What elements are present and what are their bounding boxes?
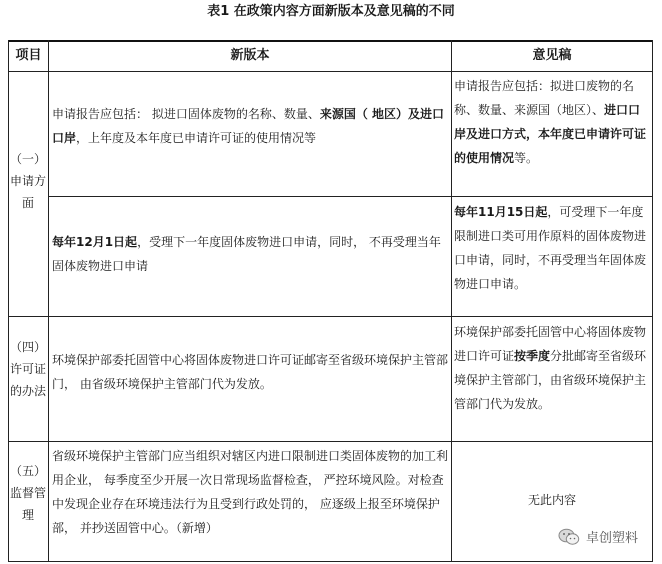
apply-date-draft-content [454, 200, 650, 296]
apply-date-new-text: ，受理下一年度固体废物进口申请，同时， 不再受理当年固体废物进口申请 [52, 235, 441, 273]
watermark [556, 527, 640, 546]
apply-draft-text-1: 申请报告应包括：拟进口废物的名称、数量、来源国（地区）、 [454, 79, 635, 117]
apply-new-text-1: 申请报告应包括： 拟进口固体废物的名称、数量、 [52, 107, 320, 121]
apply-draft-text-2: 等。 [514, 151, 539, 165]
row-label-permit: （四）许可证的办法 [10, 340, 47, 398]
apply-new-content [52, 102, 450, 150]
header-item: 项目 [15, 48, 42, 63]
permit-new-content: 环境保护部委托固管中心将固体废物进口许可证邮寄至省级环境保护主管部门， 由省级环境保护主管部门代为发放。 [52, 353, 449, 391]
apply-draft-bold-1: 进口口岸及进口方式，本年度已申请许可证的使用情况 [454, 103, 647, 165]
header-new-version: 新版本 [230, 48, 270, 63]
apply-date-new-bold: 每年12月1日起 [52, 235, 138, 249]
apply-date-draft-text: ，可受理下一年度限制进口类可用作原料的固体废物进口申请，同时，不再受理当年固体废物进口申请。 [454, 205, 647, 291]
apply-date-draft-bold: 每年11月15日起 [454, 205, 548, 219]
permit-draft-text-2: 分批邮寄至省级环境保护主管部门，由省级环境保护主管部门代为发放。 [454, 349, 647, 411]
permit-draft-bold: 按季度 [514, 349, 551, 363]
wechat-icon [558, 528, 580, 546]
supervise-draft-content: 无此内容 [527, 493, 576, 507]
table-title: 表1 在政策内容方面新版本及意见稿的不同 [207, 4, 455, 19]
watermark-text: 卓创塑料 [585, 531, 638, 546]
apply-draft-content [454, 74, 650, 170]
header-draft: 意见稿 [532, 48, 572, 63]
row-label-apply: （一）申请方面 [10, 152, 47, 210]
apply-date-new-content [52, 230, 450, 278]
apply-new-bold-1: 来源国（ 地区）及进口口岸 [52, 107, 445, 145]
supervise-new-content: 省级环境保护主管部门应当组织对辖区内进口限制进口类固体废物的加工利用企业， 每季度至少开展一次日常现场监督检查， 严控环境风险。对检查中发现企业存在环境违法行为且受到行政处罚的， 应逐级上报至环境保护部， 并抄送固管中心。（新增） [52, 449, 449, 535]
permit-draft-text-1: 环境保护部委托固管中心将固体废物进口许可证 [454, 325, 647, 363]
row-label-supervise: （五）监督管理 [10, 464, 47, 522]
permit-draft-content [454, 320, 650, 416]
apply-new-text-2: ，上年度及本年度已申请许可证的使用情况等 [76, 131, 317, 145]
